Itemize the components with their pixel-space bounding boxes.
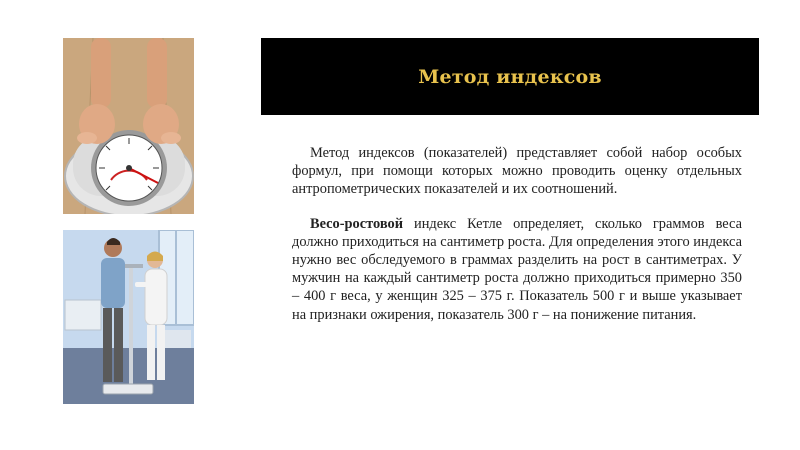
term-weight-height-index: Весо-ростовой <box>310 215 403 232</box>
paragraph-intro: Метод индексов (показателей) представляет собой набор особых формул, при помощи которых можно проводить оценку отдельных антропометрических показателей и их соотношений. <box>292 145 742 198</box>
height-measurement-illustration <box>63 230 194 404</box>
height-measurement-photo <box>63 230 194 404</box>
title-banner <box>261 38 759 115</box>
slide-content <box>292 144 742 324</box>
paragraph-quetelet <box>292 215 742 324</box>
paragraph-quetelet-text: индекс Кетле определяет, сколько граммов веса должно приходиться на сантиметр роста. Для определения этого индекса нужно вес обследуемого в граммах разделить на рост в сантиметрах. У мужчин на каждый сантиметр роста должно приходиться примерно 350 – 400 г веса, у женщин 325 – 375 г. Показатель 500 г и выше указывает на признаки ожирения, показатель 300 г – на понижение питания. <box>292 215 742 323</box>
bathroom-scale-illustration <box>63 38 194 214</box>
slide-title: Метод индексов <box>418 65 602 88</box>
bathroom-scale-photo <box>63 38 194 214</box>
